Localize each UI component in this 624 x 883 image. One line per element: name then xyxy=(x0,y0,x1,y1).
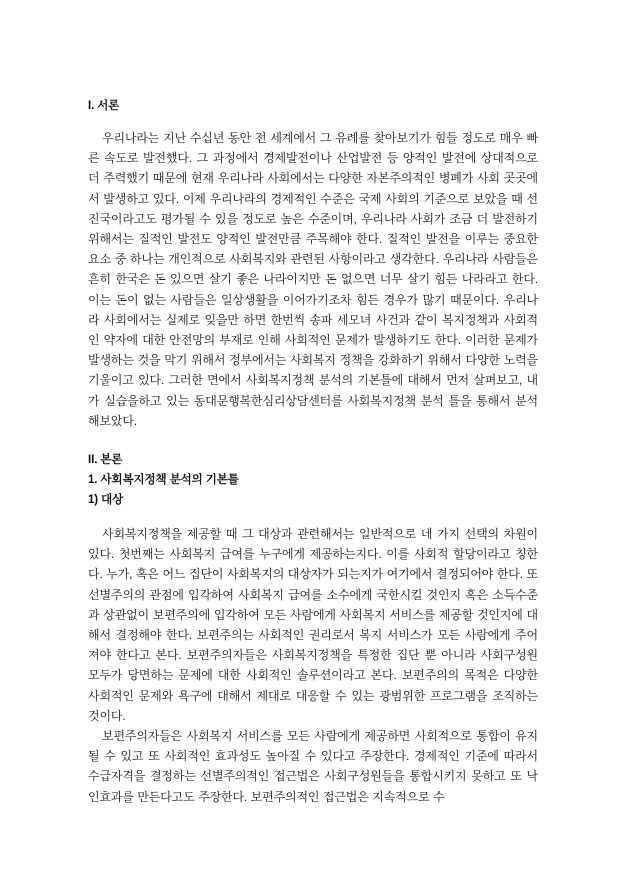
spacer-after-body-headings xyxy=(88,510,538,524)
spacer-before-body-heading xyxy=(88,431,538,450)
spacer-after-intro-heading xyxy=(88,116,538,128)
section-subheading-target: 1) 대상 xyxy=(88,494,124,507)
section-subheading-framework: 1. 사회복지정책 분석의 기본틀 xyxy=(88,474,239,487)
paragraph-introduction: 우리나라는 지난 수십년 동안 전 세계에서 그 유례를 찾아보기가 힘들 정도로 매우 빠른 속도로 발전했다. 그 과정에서 경제발전이나 산업발전 등 양적인 발전에 상대적으로 더 주력했기 때문에 현재 우리나라 사회에서는 다양한 자본주의적인 병폐가 사회 곳곳에서 발생하고 있다. 이제 우리나라의 경제적인 수준은 국제 사회의 기준으로 보았을 때 선진국이라고도 평가될 수 있을 정도로 높은 수준이며, 우리나라 사회가 조금 더 발전하기 위해서는 질적인 발전도 양적인 발전만큼 주목해야 한다. 질적인 발전을 이루는 중요한 요소 중 하나는 개인적으로 사회복지와 관련된 사항이라고 생각한다. 우리나라 사람들은 흔히 한국은 돈 있으면 살기 좋은 나라이지만 돈 없으면 너무 살기 힘든 나라라고 한다. 이는 돈이 없는 사람들은 일상생활을 이어가기조차 힘든 경우가 많기 때문이다. 우리나라 사회에서는 실제로 잊을만 하면 한번씩 송파 세모녀 사건과 같이 복지정책과 사회적인 약자에 대한 안전망의 부재로 인해 사회적인 문제가 발생하기도 한다. 이러한 문제가 발생하는 것을 막기 위해서 정부에서는 사회복지 정책을 강화하기 위해서 다양한 노력을 기울이고 있다. 그러한 면에서 사회복지정책 분석의 기본틀에 대해서 먼저 살펴보고, 내가 실습을하고 있는 동대문행복한심리상담센터를 사회복지정책 분석 틀을 통해서 분석해보았다. xyxy=(88,131,538,428)
paragraph-body-first: 사회복지정책을 제공할 때 그 대상과 관련해서는 일반적으로 네 가지 선택의 차원이 있다. 첫번째는 사회복지 급여를 누구에게 제공하는지다. 이를 사회적 할당이라고 칭한다. 누가, 혹은 어느 집단이 사회복지의 대상자가 되는지가 여기에서 결정되어야 한다. 또 선별주의의 관점에 입각하여 사회복지 급여를 소수에게 국한시킬 것인지 혹은 소득수준과 상관없이 보편주의에 입각하여 모든 사람에게 사회복지 서비스를 제공할 것인지에 대해서 결정해야 한다. 보편주의는 사회적인 권리로서 복지 서비스가 모든 사람에게 주어져야 한다고 본다. 보편주의자들은 사회복지정책을 특정한 집단 뿐 아니라 사회구성원 모두가 당면하는 문제에 대한 사회적인 솔루션이라고 본다. 보편주의의 목적은 다양한 사회적인 문제와 욕구에 대해서 제대로 대응할 수 있는 광범위한 프로그램을 조직하는 것이다. xyxy=(88,527,538,723)
section-heading-introduction: I. 서론 xyxy=(88,100,120,112)
document-content xyxy=(88,96,538,807)
section-heading-body: II. 본론 xyxy=(88,454,123,467)
paragraph-body-second: 보편주의자들은 사회복지 서비스를 모든 사람에게 제공하면 사회적으로 통합이 유지될 수 있고 또 사회적인 효과성도 높아질 수 있다고 주장한다. 경제적인 기준에 따라서 수급자격을 결정하는 선별주의적인 접근법은 사회구성원들을 통합시키지 못하고 또 낙인효과를 만든다고도 주장한다. 보편주의적인 접근법은 지속적으로 수 xyxy=(88,729,538,804)
